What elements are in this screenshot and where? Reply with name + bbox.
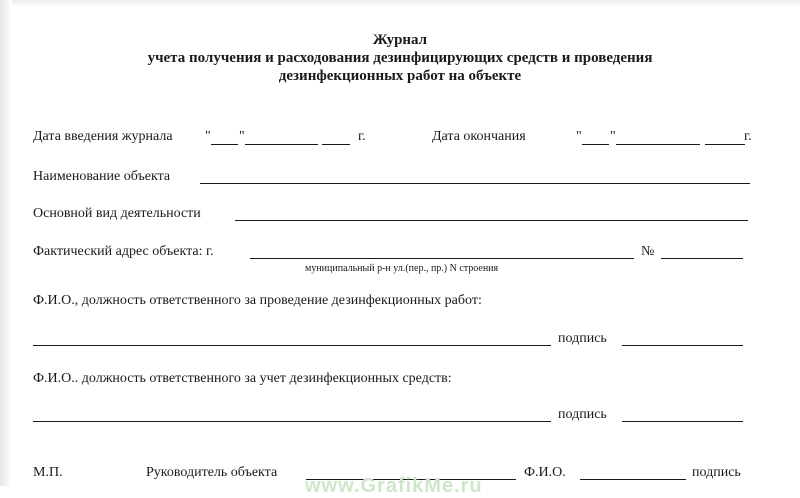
- watermark: www.GrafikMe.ru: [305, 475, 483, 497]
- journal-subtitle-line2: дезинфекционных работ на объекте: [278, 68, 522, 84]
- building-number-sign: №: [641, 244, 655, 259]
- end-date-label: Дата окончания: [432, 129, 526, 144]
- building-number-field[interactable]: [661, 258, 743, 259]
- start-date-quote-open: ": [205, 129, 211, 144]
- start-year-field[interactable]: [322, 144, 350, 145]
- head-signature-label: подпись: [692, 465, 741, 480]
- disinfection-works-signature-field[interactable]: [622, 345, 743, 346]
- journal-title: Журнал: [372, 32, 428, 48]
- start-date-label: Дата введения журнала: [33, 129, 173, 144]
- end-month-field[interactable]: [616, 144, 700, 145]
- start-year-suffix: г.: [358, 129, 366, 144]
- stamp-label: М.П.: [33, 465, 63, 480]
- end-year-field[interactable]: [705, 144, 745, 145]
- journal-subtitle-line1: учета получения и расходования дезинфицирующих средств и проведения: [147, 50, 653, 66]
- disinfectant-accounting-responsible-label: Ф.И.О.. должность ответственного за учет дезинфекционных средств:: [33, 371, 452, 386]
- disinfectant-accounting-responsible-field[interactable]: [33, 421, 551, 422]
- head-of-object-label: Руководитель объекта: [146, 465, 278, 480]
- end-date-quote-close: ": [610, 129, 616, 144]
- object-name-field[interactable]: [200, 183, 750, 184]
- disinfectant-accounting-signature-label: подпись: [558, 407, 607, 422]
- object-name-label: Наименование объекта: [33, 169, 171, 184]
- end-date-quote-open: ": [576, 129, 582, 144]
- head-fio-field[interactable]: [580, 479, 686, 480]
- page-top-shadow: [0, 0, 800, 6]
- head-fio-label: Ф.И.О.: [524, 465, 566, 480]
- disinfection-works-signature-label: подпись: [558, 331, 607, 346]
- disinfection-works-responsible-field[interactable]: [33, 345, 551, 346]
- start-date-quote-close: ": [239, 129, 245, 144]
- main-activity-field[interactable]: [235, 220, 748, 221]
- end-day-field[interactable]: [582, 144, 609, 145]
- main-activity-label: Основной вид деятельности: [33, 206, 201, 221]
- disinfectant-accounting-signature-field[interactable]: [622, 421, 743, 422]
- address-field[interactable]: [250, 258, 634, 259]
- start-month-field[interactable]: [245, 144, 318, 145]
- address-label: Фактический адрес объекта: г.: [33, 244, 214, 259]
- disinfection-works-responsible-label: Ф.И.О., должность ответственного за проведение дезинфекционных работ:: [33, 293, 482, 308]
- start-day-field[interactable]: [211, 144, 238, 145]
- address-hint: муниципальный р-н ул.(пер., пр.) N строения: [305, 263, 499, 274]
- end-year-suffix: г.: [744, 129, 752, 144]
